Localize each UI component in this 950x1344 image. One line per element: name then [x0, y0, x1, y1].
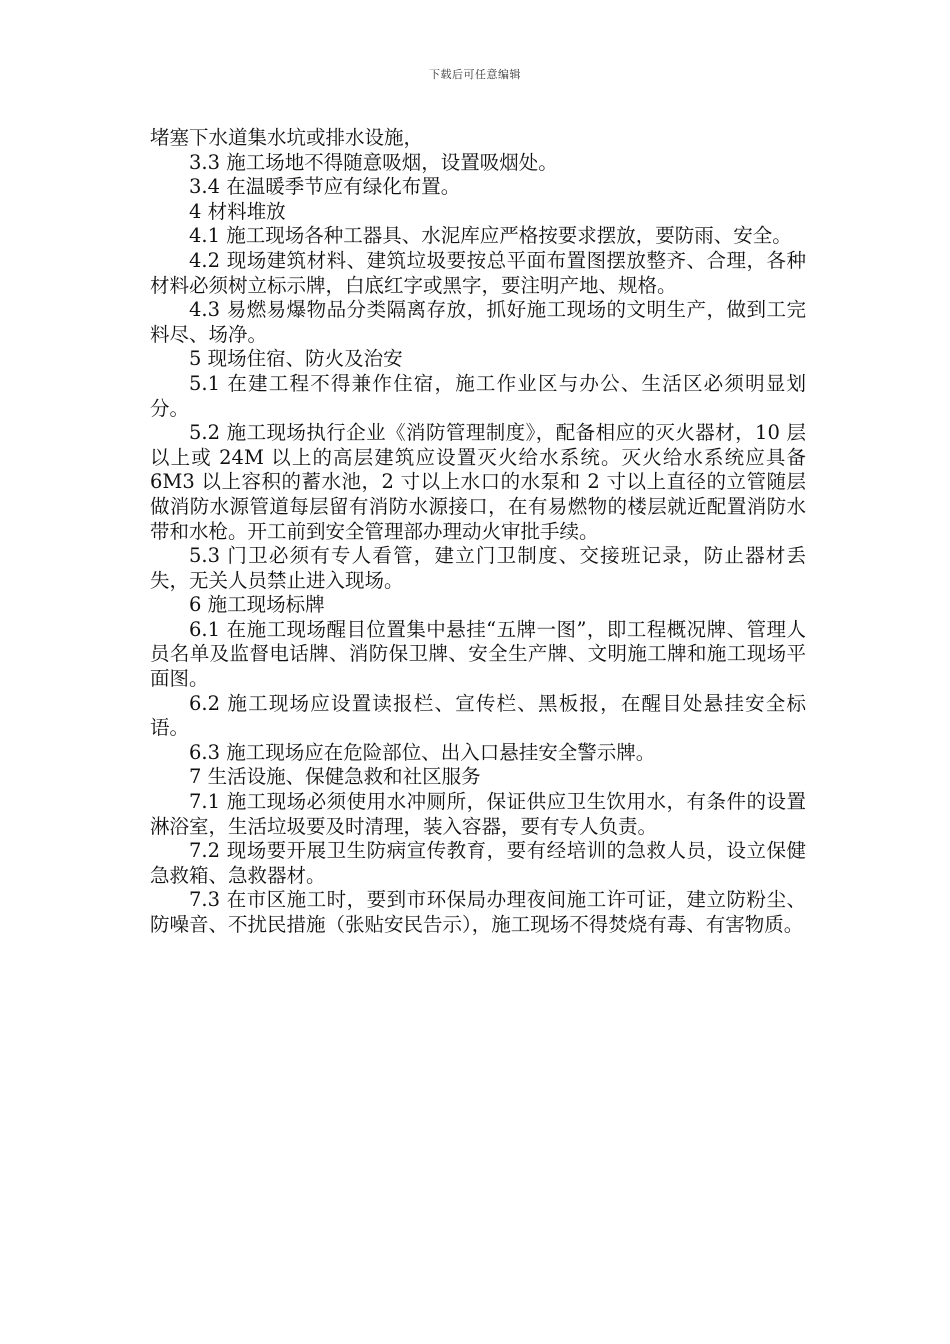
- paragraph: 5.1 在建工程不得兼作住宿，施工作业区与办公、生活区必须明显划分。: [150, 371, 806, 420]
- paragraph: 6.3 施工现场应在危险部位、出入口悬挂安全警示牌。: [189, 740, 656, 764]
- paragraph: 7.3 在市区施工时，要到市环保局办理夜间施工许可证，建立防粉尘、防噪音、不扰民措施（张贴安民告示），施工现场不得焚烧有毒、有害物质。: [150, 888, 806, 936]
- paragraph: 4.3 易燃易爆物品分类隔离存放，抓好施工现场的文明生产，做到工完料尽、场净。: [150, 298, 806, 346]
- paragraph: 3.4 在温暖季节应有绿化布置。: [189, 175, 461, 199]
- paragraph: 4.1 施工现场各种工器具、水泥库应严格按要求摆放，要防雨、安全。: [189, 224, 792, 248]
- section-heading: 7 生活设施、保健急救和社区服务: [189, 765, 481, 789]
- paragraph: 4.2 现场建筑材料、建筑垃圾要按总平面布置图摆放整齐、合理，各种材料必须树立标示牌，白底红字或黑字，要注明产地、规格。: [150, 248, 806, 297]
- document-body: [150, 126, 806, 938]
- paragraph: 5.3 门卫必须有专人看管，建立门卫制度、交接班记录，防止器材丢失，无关人员禁止进入现场。: [150, 544, 806, 592]
- paragraph: 5.2 施工现场执行企业《消防管理制度》，配备相应的灭火器材，10 层以上或 24M 以上的高层建筑应设置灭火给水系统。灭火给水系统应具备 6M3 以上容积的蓄水池，2 寸以上水口的水泵和 2 寸以上直径的立管随层做消防水源管道每层留有消防水源接口，在有易燃物的楼层就近配置消防水带和水枪。开工前到安全管理部办理动火审批手续。: [150, 421, 806, 543]
- paragraph: 6.1 在施工现场醒目位置集中悬挂“五牌一图”，即工程概况牌、管理人员名单及监督电话牌、消防保卫牌、安全生产牌、文明施工牌和施工现场平面图。: [150, 617, 806, 691]
- section-heading: 6 施工现场标牌: [189, 593, 325, 617]
- paragraph: 堵塞下水道集水坑或排水设施，: [150, 126, 424, 149]
- paragraph: 3.3 施工场地不得随意吸烟，设置吸烟处。: [189, 150, 558, 174]
- page-header: 下载后可任意编辑: [429, 68, 521, 81]
- section-heading: 5 现场住宿、防火及治安: [189, 347, 403, 371]
- paragraph: 6.2 施工现场应设置读报栏、宣传栏、黑板报，在醒目处悬挂安全标语。: [150, 691, 806, 740]
- paragraph: 7.2 现场要开展卫生防病宣传教育，要有经培训的急救人员，设立保健急救箱、急救器材。: [150, 839, 806, 887]
- paragraph: 7.1 施工现场必须使用水冲厕所，保证供应卫生饮用水，有条件的设置淋浴室，生活垃圾要及时清理，装入容器，要有专人负责。: [150, 790, 806, 838]
- section-heading: 4 材料堆放: [189, 199, 286, 223]
